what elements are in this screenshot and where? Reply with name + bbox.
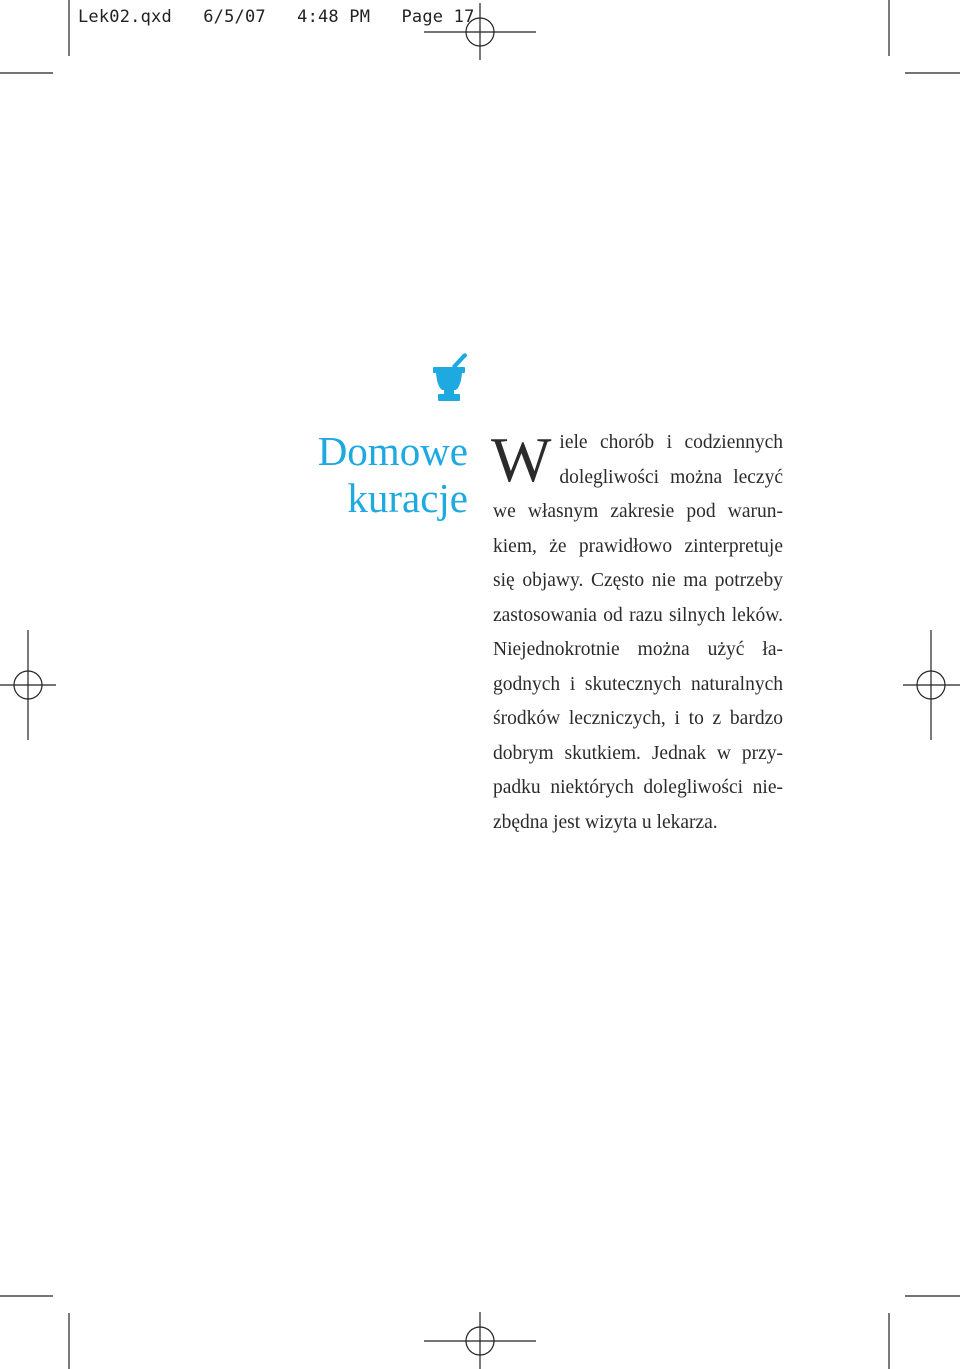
- body-paragraph: [493, 426, 783, 840]
- heading-line-2: kuracje: [347, 475, 468, 521]
- text-line: się objawy. Często nie ma potrzeby: [493, 570, 783, 591]
- drop-cap-lines: [559, 426, 783, 495]
- text-line: Niejednokrotnie można użyć ła-: [493, 639, 783, 660]
- text-line: dobrym skutkiem. Jednak w przy-: [493, 742, 783, 764]
- print-slug: Lek02.qxd 6/5/07 4:48 PM Page 17: [78, 7, 475, 27]
- text-line: zastosowania od razu silnych leków.: [493, 604, 783, 626]
- drop-cap: W: [491, 424, 552, 495]
- text-line: padku niektórych dolegliwości nie-: [493, 777, 783, 798]
- text-line: godnych i skutecznych naturalnych: [493, 673, 783, 695]
- mortar-and-pestle-icon: [430, 352, 468, 402]
- text-line: środków leczniczych, i to z bardzo: [493, 708, 783, 729]
- heading-line-1: Domowe: [317, 428, 468, 474]
- text-line: kiem, że prawidłowo zinterpretuje: [493, 535, 783, 557]
- text-line: we własnym zakresie pod warun-: [493, 501, 783, 522]
- section-heading: [230, 428, 468, 522]
- text-line: dolegliwości można leczyć: [559, 466, 783, 488]
- text-line: iele chorób i codziennych: [559, 432, 783, 453]
- text-line: zbędna jest wizyta u lekarza.: [493, 811, 718, 833]
